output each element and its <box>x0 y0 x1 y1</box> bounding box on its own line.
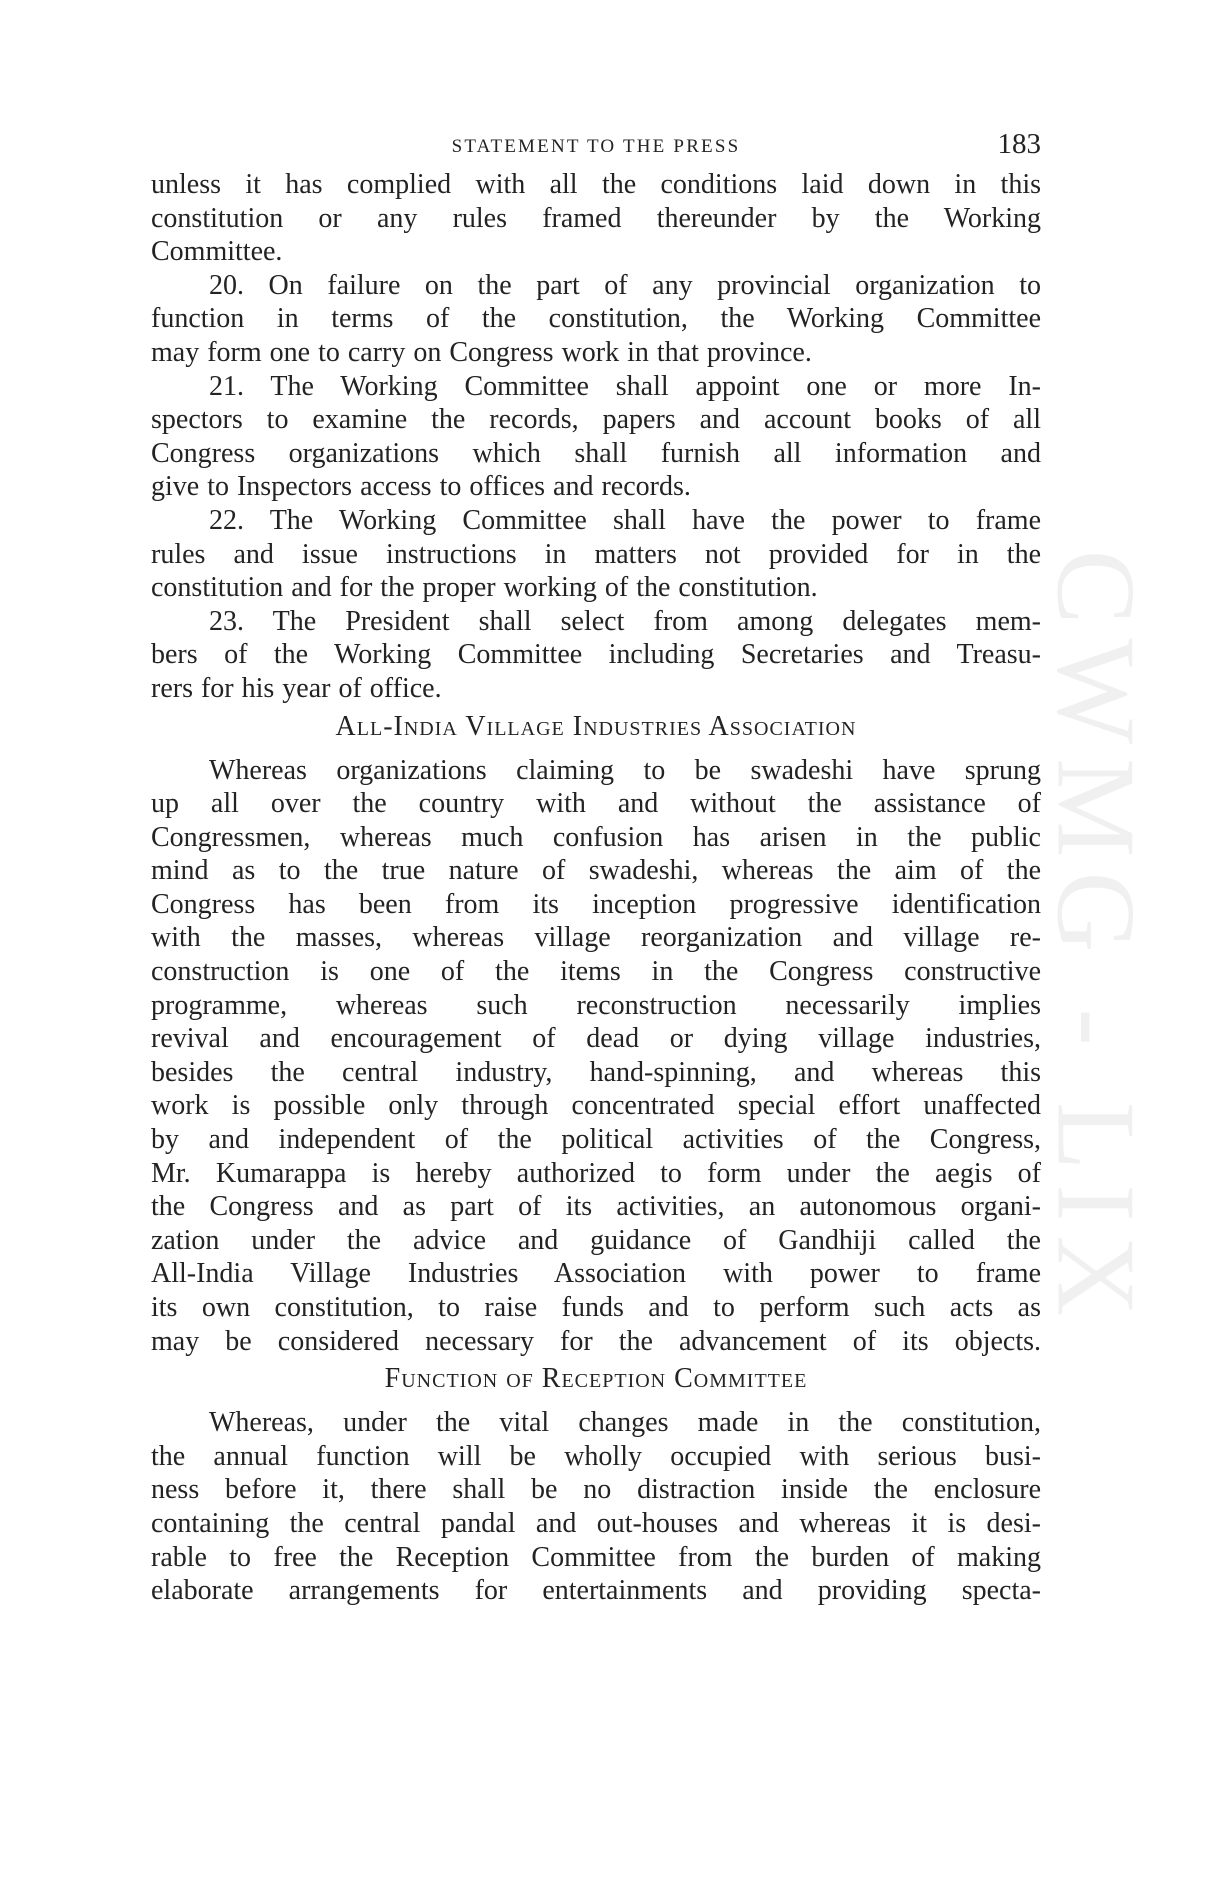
text-line: its own constitution, to raise funds and to perform such acts as <box>151 1292 1041 1323</box>
text-line: Congressmen, whereas much confusion has arisen in the public <box>151 821 1041 853</box>
text-line: rers for his year of office. <box>151 672 442 704</box>
text-line: rable to free the Reception Committee from the burden of making <box>151 1541 1041 1573</box>
text-line: Congress organizations which shall furnish all information and <box>151 437 1041 469</box>
text-line: Congress has been from its inception progressive identification <box>151 888 1041 920</box>
text-line: containing the central pandal and out-houses and whereas it is desi- <box>151 1507 1041 1539</box>
paragraph-clause-20 <box>151 269 1041 370</box>
text-line: 22. The Working Committee shall have the power to frame <box>209 504 1041 536</box>
text-line: work is possible only through concentrated special effort unaffected <box>151 1090 1041 1122</box>
page-number: 183 <box>997 128 1041 160</box>
text-line: Mr. Kumarappa is hereby authorized to form under the aegis of <box>151 1157 1041 1189</box>
text-line: give to Inspectors access to offices and records. <box>151 471 691 503</box>
text-line: 21. The Working Committee shall appoint one or more In- <box>209 370 1041 402</box>
text-line: Committee. <box>151 236 283 268</box>
paragraph-aivia-resolution <box>151 754 1041 1359</box>
section-heading-aivia: All-India Village Industries Association <box>335 710 857 742</box>
section-heading-reception: Function of Reception Committee <box>384 1363 808 1395</box>
paragraph-reception-resolution <box>151 1406 1041 1608</box>
text-line: constitution or any rules framed thereunder by the Working <box>151 202 1041 234</box>
text-line: may form one to carry on Congress work in that province. <box>151 336 812 368</box>
text-line: 23. The President shall select from among delegates mem- <box>209 605 1041 637</box>
text-line: revival and encouragement of dead or dying village industries, <box>151 1023 1041 1055</box>
text-line: programme, whereas such reconstruction necessarily implies <box>151 989 1041 1021</box>
text-line: up all over the country with and without the assistance of <box>151 788 1041 820</box>
running-header <box>151 128 1041 168</box>
paragraph-continuation <box>151 168 1041 269</box>
paragraph-clause-22 <box>151 504 1041 605</box>
text-line: bers of the Working Committee including Secretaries and Treasu- <box>151 639 1041 671</box>
document-page <box>151 128 1041 1608</box>
paragraph-clause-23 <box>151 605 1041 706</box>
text-line: Whereas, under the vital changes made in the constitution, <box>209 1407 1041 1439</box>
text-line: constitution and for the proper working of the constitution. <box>151 572 818 604</box>
text-line: besides the central industry, hand-spinning, and whereas this <box>151 1056 1041 1088</box>
text-line: the Congress and as part of its activities, an autonomous organi- <box>151 1191 1041 1223</box>
text-line: mind as to the true nature of swadeshi, whereas the aim of the <box>151 855 1041 887</box>
text-line: with the masses, whereas village reorganization and village re- <box>151 922 1041 954</box>
text-line: by and independent of the political activities of the Congress, <box>151 1124 1041 1156</box>
text-line: function in terms of the constitution, the Working Committee <box>151 303 1041 335</box>
text-line: construction is one of the items in the Congress constructive <box>151 956 1041 988</box>
running-title: STATEMENT TO THE PRESS <box>451 136 741 157</box>
text-line: unless it has complied with all the conditions laid down in this <box>151 169 1041 200</box>
text-line: spectors to examine the records, papers and account books of all <box>151 404 1041 436</box>
text-line: the annual function will be wholly occupied with serious busi- <box>151 1440 1041 1472</box>
watermark-text: CWMG - LIX <box>1033 549 1157 1331</box>
text-line: elaborate arrangements for entertainments and providing specta- <box>151 1575 1041 1607</box>
text-line: rules and issue instructions in matters not provided for in the <box>151 538 1041 570</box>
text-line: may be considered necessary for the advancement of its objects. <box>151 1325 1041 1357</box>
text-line: ness before it, there shall be no distraction inside the enclosure <box>151 1474 1041 1506</box>
text-line: Whereas organizations claiming to be swadeshi have sprung <box>209 754 1041 786</box>
text-line: zation under the advice and guidance of Gandhiji called the <box>151 1224 1041 1256</box>
watermark <box>1033 500 1157 1380</box>
text-line: All-India Village Industries Association with power to frame <box>151 1258 1041 1290</box>
text-line: 20. On failure on the part of any provincial organization to <box>209 269 1041 301</box>
paragraph-clause-21 <box>151 370 1041 504</box>
